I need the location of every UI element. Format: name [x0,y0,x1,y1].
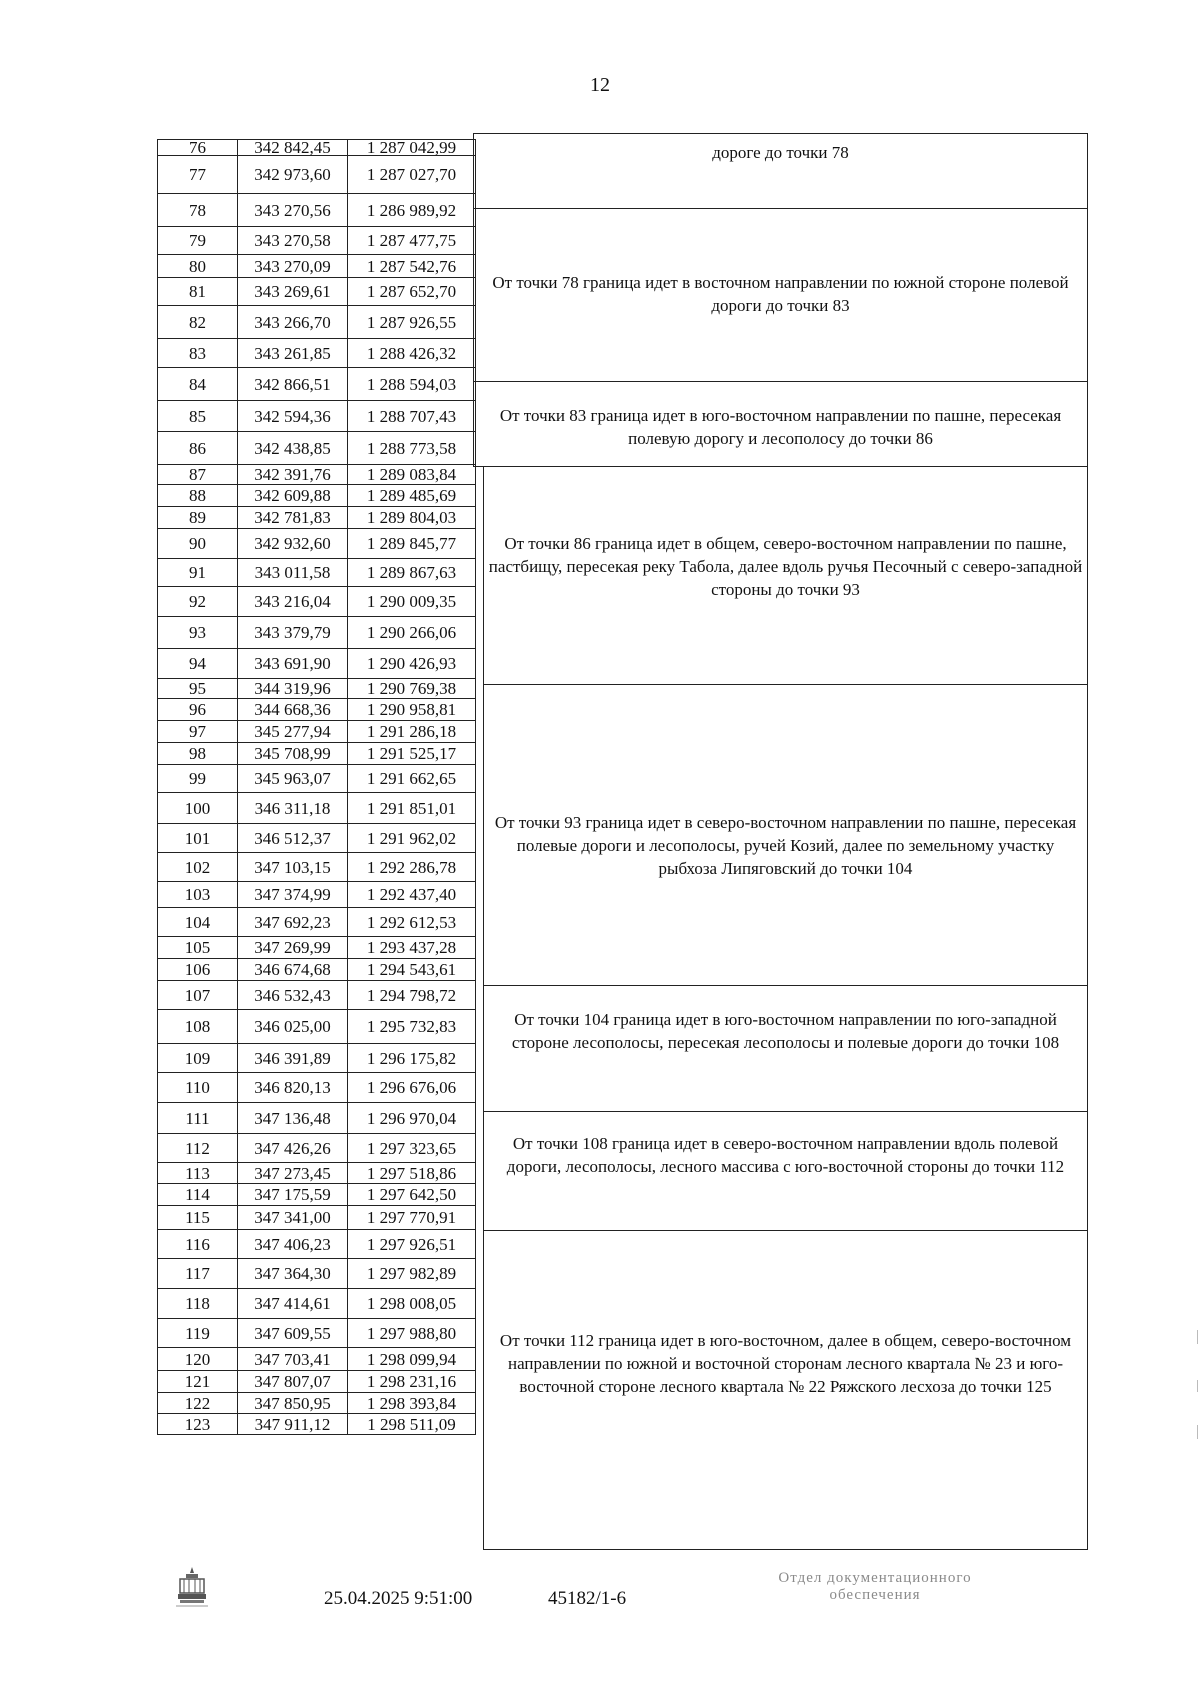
coordinate-y-cell: 1 290 958,81 [347,698,476,721]
point-number-cell: 99 [157,764,238,793]
coordinate-y-cell: 1 288 707,43 [347,400,476,432]
point-number-cell: 95 [157,678,238,699]
coordinate-y-cell: 1 297 988,80 [347,1318,476,1348]
coordinate-x-cell: 342 932,60 [237,528,348,559]
coordinate-x-cell: 346 311,18 [237,792,348,824]
footer-doc-number: 45182/1-6 [548,1588,627,1609]
point-number-cell: 111 [157,1102,238,1134]
footer-datetime: 25.04.2025 9:51:00 [324,1588,473,1609]
coordinate-x-cell: 343 216,04 [237,586,348,617]
coordinate-x-cell: 343 379,79 [237,616,348,649]
coordinate-y-cell: 1 289 804,03 [347,506,476,529]
scan-edge-mark [1197,1330,1198,1344]
coordinate-y-cell: 1 297 323,65 [347,1133,476,1163]
coordinate-x-cell: 347 850,95 [237,1392,348,1414]
point-number-cell: 104 [157,907,238,937]
coordinate-y-cell: 1 298 231,16 [347,1370,476,1393]
point-number-cell: 94 [157,648,238,679]
coordinate-y-cell: 1 297 770,91 [347,1205,476,1230]
point-number-cell: 77 [157,155,238,194]
coordinate-y-cell: 1 288 773,58 [347,431,476,465]
coordinate-x-cell: 343 270,56 [237,193,348,227]
coordinate-x-cell: 342 973,60 [237,155,348,194]
coordinate-y-cell: 1 291 962,02 [347,823,476,853]
coordinate-y-cell: 1 289 485,69 [347,484,476,507]
coordinate-x-cell: 347 692,23 [237,907,348,937]
coordinate-x-cell: 343 011,58 [237,558,348,587]
coordinate-y-cell: 1 287 027,70 [347,155,476,194]
point-number-cell: 115 [157,1205,238,1230]
coordinate-x-cell: 346 391,89 [237,1043,348,1073]
point-number-cell: 88 [157,484,238,507]
coordinate-y-cell: 1 287 926,55 [347,305,476,339]
coordinate-y-cell: 1 286 989,92 [347,193,476,227]
coordinate-y-cell: 1 294 798,72 [347,980,476,1010]
point-number-cell: 107 [157,980,238,1010]
coordinate-x-cell: 342 842,45 [237,139,348,156]
point-number-cell: 114 [157,1183,238,1206]
coordinate-x-cell: 342 438,85 [237,431,348,465]
stamp-line-2: обеспечения [829,1587,921,1603]
point-number-cell: 121 [157,1370,238,1393]
coordinate-x-cell: 346 674,68 [237,958,348,981]
coordinate-y-cell: 1 298 099,94 [347,1347,476,1371]
point-number-cell: 113 [157,1162,238,1184]
coordinate-x-cell: 342 866,51 [237,367,348,401]
coordinate-y-cell: 1 292 612,53 [347,907,476,937]
coordinate-y-cell: 1 291 851,01 [347,792,476,824]
coordinate-x-cell: 345 277,94 [237,720,348,743]
coordinate-x-cell: 346 025,00 [237,1009,348,1044]
coordinate-x-cell: 346 820,13 [237,1072,348,1103]
coordinate-x-cell: 347 703,41 [237,1347,348,1371]
point-number-cell: 93 [157,616,238,649]
point-number-cell: 119 [157,1318,238,1348]
boundary-description: От точки 83 граница идет в юго-восточном направлении по пашне, пересекая полевую дорогу и лесополосу до точки 86 [473,381,1088,467]
boundary-description: От точки 108 граница идет в северо-восточном направлении вдоль полевой дороги, лесополосы, лесного массива с юго-восточной стороны до точки 112 [483,1111,1088,1231]
point-number-cell: 83 [157,338,238,368]
coordinate-y-cell: 1 289 845,77 [347,528,476,559]
boundary-description: От точки 104 граница идет в юго-восточном направлении по юго-западной стороне лесополосы, пересекая лесополосы и полевые дороги до точки 108 [483,985,1088,1112]
point-number-cell: 85 [157,400,238,432]
point-number-cell: 102 [157,852,238,882]
coordinate-x-cell: 347 406,23 [237,1229,348,1259]
point-number-cell: 84 [157,367,238,401]
point-number-cell: 78 [157,193,238,227]
point-number-cell: 108 [157,1009,238,1044]
coordinate-x-cell: 347 269,99 [237,936,348,959]
coordinate-y-cell: 1 291 662,65 [347,764,476,793]
point-number-cell: 109 [157,1043,238,1073]
coordinate-y-cell: 1 289 867,63 [347,558,476,587]
coordinate-y-cell: 1 287 042,99 [347,139,476,156]
point-number-cell: 106 [157,958,238,981]
point-number-cell: 91 [157,558,238,587]
boundary-description: От точки 78 граница идет в восточном направлении по южной стороне полевой дороги до точки 83 [473,208,1088,382]
coordinate-y-cell: 1 294 543,61 [347,958,476,981]
coordinate-y-cell: 1 289 083,84 [347,464,476,485]
coordinate-y-cell: 1 290 426,93 [347,648,476,679]
coordinate-y-cell: 1 296 676,06 [347,1072,476,1103]
coordinate-x-cell: 347 426,26 [237,1133,348,1163]
coordinate-x-cell: 347 911,12 [237,1413,348,1435]
coordinate-y-cell: 1 297 642,50 [347,1183,476,1206]
coordinate-x-cell: 347 609,55 [237,1318,348,1348]
point-number-cell: 80 [157,254,238,278]
coordinate-y-cell: 1 291 525,17 [347,742,476,765]
coordinate-y-cell: 1 290 266,06 [347,616,476,649]
coordinate-y-cell: 1 297 982,89 [347,1258,476,1289]
boundary-description: От точки 86 граница идет в общем, северо-восточном направлении по пашне, пастбищу, пересекая реку Табола, далее вдоль ручья Песочный с северо-западной стороны до точки 93 [483,466,1088,685]
stamp-line-1: Отдел документационного [778,1570,972,1586]
coordinate-x-cell: 346 512,37 [237,823,348,853]
coordinate-y-cell: 1 291 286,18 [347,720,476,743]
coordinate-y-cell: 1 290 769,38 [347,678,476,699]
coordinate-x-cell: 347 374,99 [237,881,348,908]
point-number-cell: 90 [157,528,238,559]
boundary-description: От точки 112 граница идет в юго-восточном, далее в общем, северо-восточном направлении по южной и восточной сторонам лесного квартала № 23 и юго-восточной стороне лесного квартала № 22 Ряжского лесхоза до точки 125 [483,1230,1088,1550]
point-number-cell: 110 [157,1072,238,1103]
coordinate-y-cell: 1 287 652,70 [347,277,476,306]
point-number-cell: 116 [157,1229,238,1259]
coordinate-y-cell: 1 288 594,03 [347,367,476,401]
point-number-cell: 86 [157,431,238,465]
coordinate-x-cell: 347 341,00 [237,1205,348,1230]
boundary-description: От точки 93 граница идет в северо-восточном направлении по пашне, пересекая полевые дороги и лесополосы, ручей Козий, далее по земельному участку рыбхоза Липяговский до точки 104 [483,684,1088,986]
coordinate-y-cell: 1 298 511,09 [347,1413,476,1435]
scan-edge-mark [1197,1425,1198,1439]
coordinate-y-cell: 1 287 542,76 [347,254,476,278]
point-number-cell: 89 [157,506,238,529]
coordinate-y-cell: 1 298 008,05 [347,1288,476,1319]
coordinate-x-cell: 343 270,09 [237,254,348,278]
point-number-cell: 82 [157,305,238,339]
point-number-cell: 120 [157,1347,238,1371]
coordinate-x-cell: 343 266,70 [237,305,348,339]
scan-edge-mark [1197,1380,1198,1392]
coordinate-x-cell: 344 668,36 [237,698,348,721]
point-number-cell: 97 [157,720,238,743]
coordinate-x-cell: 343 691,90 [237,648,348,679]
point-number-cell: 79 [157,226,238,255]
department-stamp [725,1570,1025,1604]
coordinate-x-cell: 347 364,30 [237,1258,348,1289]
coordinate-y-cell: 1 293 437,28 [347,936,476,959]
point-number-cell: 87 [157,464,238,485]
coordinate-x-cell: 344 319,96 [237,678,348,699]
coordinate-y-cell: 1 290 009,35 [347,586,476,617]
coordinate-x-cell: 347 136,48 [237,1102,348,1134]
coordinate-x-cell: 347 273,45 [237,1162,348,1184]
point-number-cell: 123 [157,1413,238,1435]
coordinate-x-cell: 343 261,85 [237,338,348,368]
point-number-cell: 76 [157,139,238,156]
coordinate-x-cell: 343 269,61 [237,277,348,306]
coordinate-x-cell: 345 963,07 [237,764,348,793]
coordinate-x-cell: 347 807,07 [237,1370,348,1393]
coordinate-x-cell: 342 781,83 [237,506,348,529]
coordinate-y-cell: 1 296 970,04 [347,1102,476,1134]
point-number-cell: 81 [157,277,238,306]
point-number-cell: 92 [157,586,238,617]
coordinate-y-cell: 1 297 926,51 [347,1229,476,1259]
coordinate-y-cell: 1 298 393,84 [347,1392,476,1414]
boundary-description: дороге до точки 78 [473,133,1088,209]
coordinate-x-cell: 345 708,99 [237,742,348,765]
coordinate-x-cell: 347 103,15 [237,852,348,882]
coordinate-x-cell: 342 609,88 [237,484,348,507]
coordinate-y-cell: 1 292 437,40 [347,881,476,908]
point-number-cell: 100 [157,792,238,824]
coordinate-x-cell: 343 270,58 [237,226,348,255]
point-number-cell: 96 [157,698,238,721]
emblem-icon [172,1565,212,1610]
coordinate-x-cell: 342 391,76 [237,464,348,485]
point-number-cell: 118 [157,1288,238,1319]
coordinate-y-cell: 1 292 286,78 [347,852,476,882]
coordinate-y-cell: 1 296 175,82 [347,1043,476,1073]
coordinate-y-cell: 1 295 732,83 [347,1009,476,1044]
coordinate-y-cell: 1 297 518,86 [347,1162,476,1184]
point-number-cell: 98 [157,742,238,765]
point-number-cell: 117 [157,1258,238,1289]
coordinate-y-cell: 1 288 426,32 [347,338,476,368]
coordinate-x-cell: 342 594,36 [237,400,348,432]
coordinate-y-cell: 1 287 477,75 [347,226,476,255]
coordinate-x-cell: 347 414,61 [237,1288,348,1319]
page-number: 12 [590,74,610,96]
coordinate-x-cell: 346 532,43 [237,980,348,1010]
coordinate-x-cell: 347 175,59 [237,1183,348,1206]
point-number-cell: 122 [157,1392,238,1414]
point-number-cell: 112 [157,1133,238,1163]
point-number-cell: 103 [157,881,238,908]
point-number-cell: 101 [157,823,238,853]
point-number-cell: 105 [157,936,238,959]
